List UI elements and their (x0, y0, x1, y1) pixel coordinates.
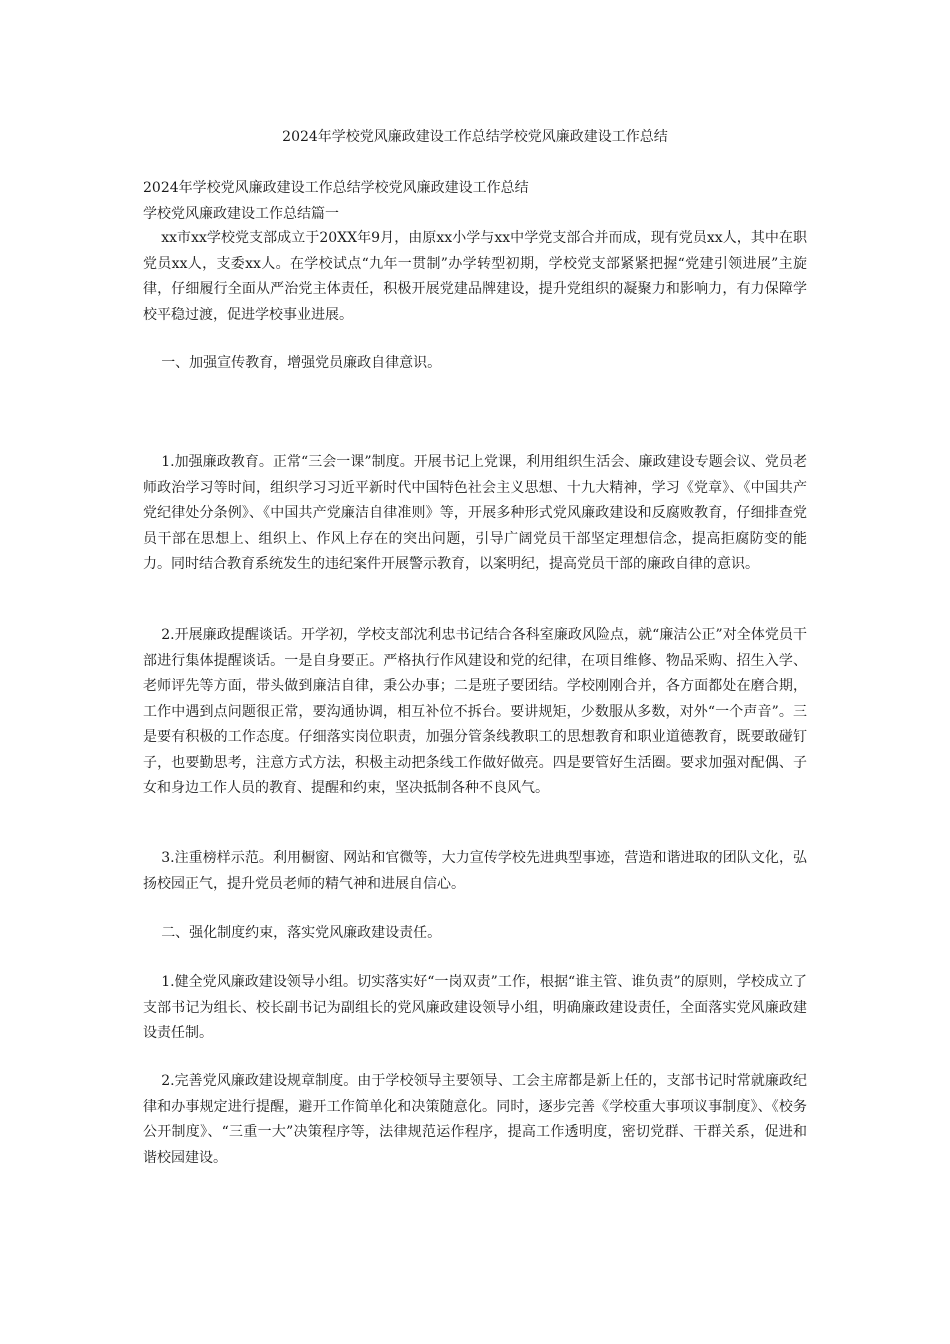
paragraph-2: 2.开展廉政提醒谈话。开学初，学校支部沈利忠书记结合各科室廉政风险点，就“廉洁公正”对全体党员干部进行集体提醒谈话。一是自身要正。严格执行作风建设和党的纪律，在项目维修、物品采购、招生入学、老师评先等方面，带头做到廉洁自律，秉公办事；二是班子要团结。学校刚刚合并，各方面都处在磨合期，工作中遇到点问题很正常，要沟通协调，相互补位不拆台。要讲规矩，少数服从多数，对外“一个声音”。三是要有积极的工作态度。仔细落实岗位职责，加强分管条线教职工的思想教育和职业道德教育，既要敢碰钉子，也要勤思考，注意方式方法，积极主动把条线工作做好做亮。四是要管好生活圈。要求加强对配偶、子女和身边工作人员的教育、提醒和约束，坚决抵制各种不良风气。 (143, 627, 807, 796)
paragraph-5: 2.完善党风廉政建设规章制度。由于学校领导主要领导、工会主席都是新上任的，支部书记时常就廉政纪律和办事规定进行提醒，避开工作简单化和决策随意化。同时，逐步完善《学校重大事项议事制度》、《校务公开制度》、“三重一大”决策程序等，法律规范运作程序，提高工作透明度，密切党群、干群关系，促进和谐校园建设。 (143, 1073, 807, 1166)
document-title: 2024年学校党风廉政建设工作总结学校党风廉政建设工作总结 (282, 129, 668, 145)
section-heading-2: 二、强化制度约束，落实党风廉政建设责任。 (161, 925, 442, 941)
paragraph-1: 1.加强廉政教育。正常“三会一课”制度。开展书记上党课，利用组织生活会、廉政建设专题会议、党员老师政治学习等时间，组织学习习近平新时代中国特色社会主义思想、十九大精神，学习《党章》、《中国共产党纪律处分条例》、《中国共产党廉洁自律准则》等，开展多种形式党风廉政建设和反腐败教育，仔细排查党员干部在思想上、组织上、作风上存在的突出问题，引导广阔党员干部坚定理想信念，提高拒腐防变的能力。同时结合教育系统发生的违纪案件开展警示教育，以案明纪，提高党员干部的廉政自律的意识。 (143, 454, 807, 572)
paragraph-4: 1.健全党风廉政建设领导小组。切实落实好“一岗双责”工作，根据“谁主管、谁负责”的原则，学校成立了支部书记为组长、校长副书记为副组长的党风廉政建设领导小组，明确廉政建设责任，全面落实党风廉政建设责任制。 (143, 974, 807, 1041)
document-subtitle: 2024年学校党风廉政建设工作总结学校党风廉政建设工作总结 (143, 180, 529, 196)
intro-paragraph: xx市xx学校党支部成立于20XX年9月，由原xx小学与xx中学党支部合并而成，现有党员xx人，其中在职党员xx人，支委xx人。在学校试点“九年一贯制”办学转型初期，学校党支部紧紧把握“党建引领进展”主旋律，仔细履行全面从严治党主体责任，积极开展党建品牌建设，提升党组织的凝聚力和影响力，有力保障学校平稳过渡，促进学校事业进展。 (143, 230, 807, 323)
paragraph-3: 3.注重榜样示范。利用橱窗、网站和官微等，大力宣传学校先进典型事迹，营造和谐进取的团队文化，弘扬校园正气，提升党员老师的精气神和进展自信心。 (143, 850, 807, 892)
section-name: 学校党风廉政建设工作总结篇一 (143, 206, 339, 222)
section-heading-1: 一、加强宣传教育，增强党员廉政自律意识。 (161, 355, 442, 371)
